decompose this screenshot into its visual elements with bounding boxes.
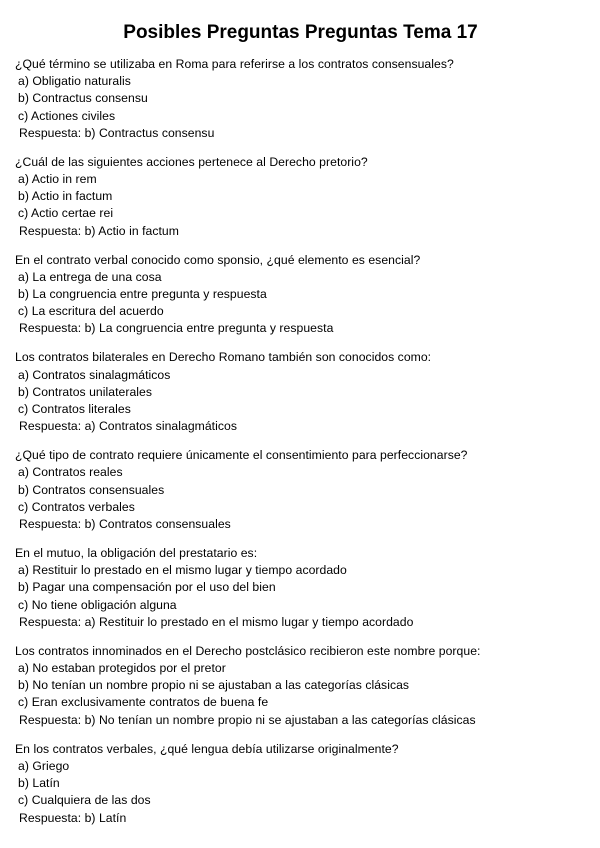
answer-option: b) Contratos unilaterales: [18, 384, 153, 399]
question-text: ¿Cuál de las siguientes acciones pertenece al Derecho pretorio?: [15, 154, 368, 169]
answer-option: a) Contratos sinalagmáticos: [18, 367, 171, 382]
question-block: [15, 349, 586, 435]
correct-answer: Respuesta: b) La congruencia entre pregunta y respuesta: [19, 321, 334, 336]
question-block: [15, 643, 586, 729]
document-title: Posibles Preguntas Preguntas Tema 17: [123, 22, 478, 43]
question-list: [15, 56, 586, 827]
correct-answer: Respuesta: a) Restituir lo prestado en el mismo lugar y tiempo acordado: [19, 614, 414, 629]
question-text: En el mutuo, la obligación del prestatario es:: [15, 546, 258, 561]
answer-option: a) Griego: [18, 758, 70, 773]
answer-option: a) Restituir lo prestado en el mismo lugar y tiempo acordado: [18, 563, 347, 578]
question-text: ¿Qué tipo de contrato requiere únicamente el consentimiento para perfeccionarse?: [15, 448, 468, 463]
question-block: [15, 154, 586, 240]
correct-answer: Respuesta: b) Actio in factum: [19, 223, 179, 238]
question-block: [15, 447, 586, 533]
question-block: [15, 545, 586, 631]
answer-option: b) Actio in factum: [18, 189, 113, 204]
question-text: En los contratos verbales, ¿qué lengua debía utilizarse originalmente?: [15, 741, 399, 756]
answer-option: c) Cualquiera de las dos: [18, 793, 151, 808]
answer-option: b) Latín: [18, 776, 60, 791]
question-text: Los contratos innominados en el Derecho postclásico recibieron este nombre porque:: [15, 643, 481, 658]
answer-option: c) Eran exclusivamente contratos de buena fe: [18, 695, 269, 710]
answer-option: b) Contractus consensu: [18, 91, 148, 106]
answer-option: c) Contratos verbales: [18, 499, 135, 514]
answer-option: a) Obligatio naturalis: [18, 74, 131, 89]
question-text: En el contrato verbal conocido como sponsio, ¿qué elemento es esencial?: [15, 252, 421, 267]
answer-option: c) La escritura del acuerdo: [18, 304, 164, 319]
correct-answer: Respuesta: b) No tenían un nombre propio ni se ajustaban a las categorías clásicas: [19, 712, 476, 727]
correct-answer: Respuesta: b) Latín: [19, 810, 127, 825]
answer-option: c) Contratos literales: [18, 402, 131, 417]
answer-option: c) No tiene obligación alguna: [18, 597, 177, 612]
answer-option: b) La congruencia entre pregunta y respuesta: [18, 287, 267, 302]
answer-option: b) Contratos consensuales: [18, 482, 165, 497]
correct-answer: Respuesta: b) Contractus consensu: [19, 125, 215, 140]
correct-answer: Respuesta: b) Contratos consensuales: [19, 517, 231, 532]
question-block: [15, 56, 586, 142]
correct-answer: Respuesta: a) Contratos sinalagmáticos: [19, 419, 237, 434]
question-text: ¿Qué término se utilizaba en Roma para referirse a los contratos consensuales?: [15, 57, 454, 71]
answer-option: a) Contratos reales: [18, 465, 123, 480]
question-block: [15, 741, 586, 827]
answer-option: a) No estaban protegidos por el pretor: [18, 661, 226, 676]
answer-option: b) No tenían un nombre propio ni se ajustaban a las categorías clásicas: [18, 678, 410, 693]
answer-option: c) Actio certae rei: [18, 206, 114, 221]
question-text: Los contratos bilaterales en Derecho Romano también son conocidos como:: [15, 350, 432, 365]
answer-option: a) Actio in rem: [18, 172, 97, 187]
answer-option: c) Actiones civiles: [18, 108, 116, 123]
question-block: [15, 252, 586, 338]
answer-option: a) La entrega de una cosa: [18, 269, 162, 284]
answer-option: b) Pagar una compensación por el uso del bien: [18, 580, 276, 595]
